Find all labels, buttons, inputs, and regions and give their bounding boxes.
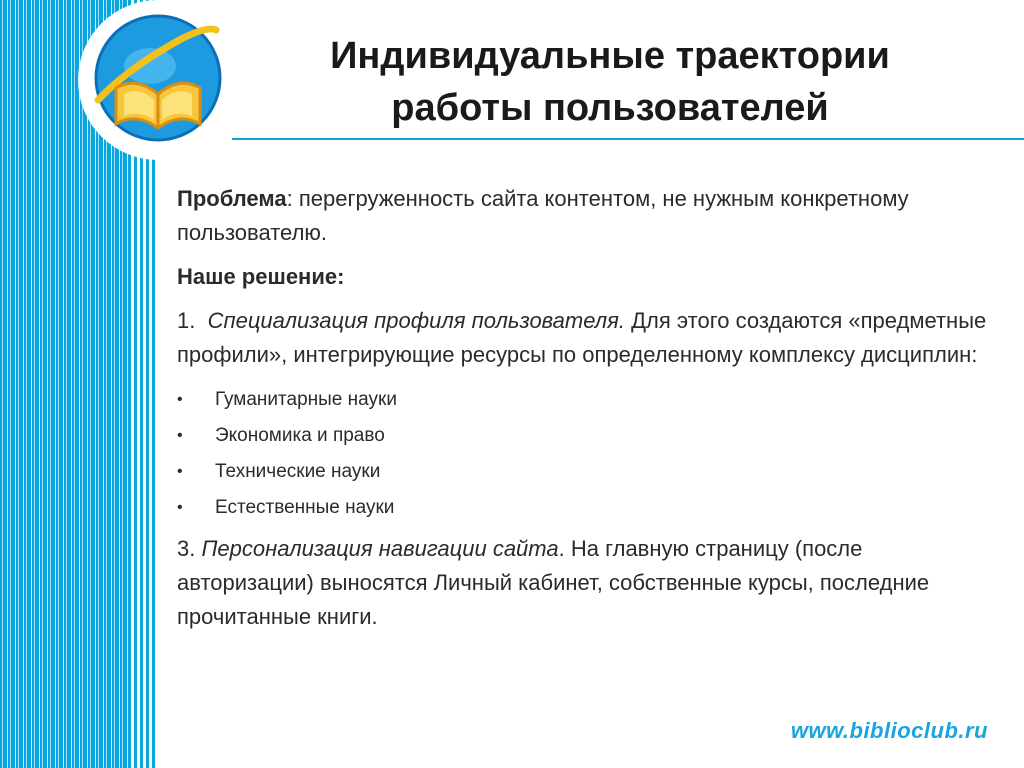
problem-label: Проблема [177, 186, 287, 211]
title-line-2: работы пользователей [391, 87, 829, 129]
footer-url-link[interactable]: www.biblioclub.ru [790, 718, 988, 743]
list-item [177, 418, 997, 454]
item-1-italic: Специализация профиля пользователя. [207, 308, 626, 333]
problem-paragraph [177, 182, 997, 250]
title-underline [232, 138, 1024, 140]
item-3-italic: Персонализация навигации сайта [201, 536, 559, 561]
list-item [177, 382, 997, 418]
bullet-text: Гуманитарные науки [215, 389, 397, 410]
bullet-text: Экономика и право [215, 425, 385, 446]
slide-title [240, 30, 980, 134]
list-item [177, 454, 997, 490]
item-3-text: . На главную страницу (после авторизации) выносятся Личный кабинет, собственные курсы, последние прочитанные книги. [177, 536, 930, 629]
problem-text: : перегруженность сайта контентом, не нужным конкретному пользователю. [177, 186, 909, 245]
bullet-icon: • [177, 427, 183, 444]
item-3-number: 3. [177, 536, 196, 561]
bullet-icon: • [177, 499, 183, 516]
solution-heading: Наше решение: [177, 264, 345, 289]
discipline-list [177, 382, 997, 526]
item-1-text: Для этого создаются «предметные профили», интегрирующие ресурсы по определенному комплексу дисциплин: [177, 308, 987, 367]
bullet-icon: • [177, 391, 183, 408]
book-globe-logo-icon [88, 8, 228, 148]
title-line-1: Индивидуальные траектории [330, 35, 890, 77]
bullet-text: Естественные науки [215, 497, 395, 518]
bullet-icon: • [177, 463, 183, 480]
list-item [177, 490, 997, 526]
item-1-number: 1. [177, 308, 196, 333]
bullet-text: Технические науки [215, 461, 381, 482]
slide-body [177, 182, 997, 644]
item-3-paragraph [177, 532, 997, 634]
item-1-paragraph [177, 304, 997, 372]
